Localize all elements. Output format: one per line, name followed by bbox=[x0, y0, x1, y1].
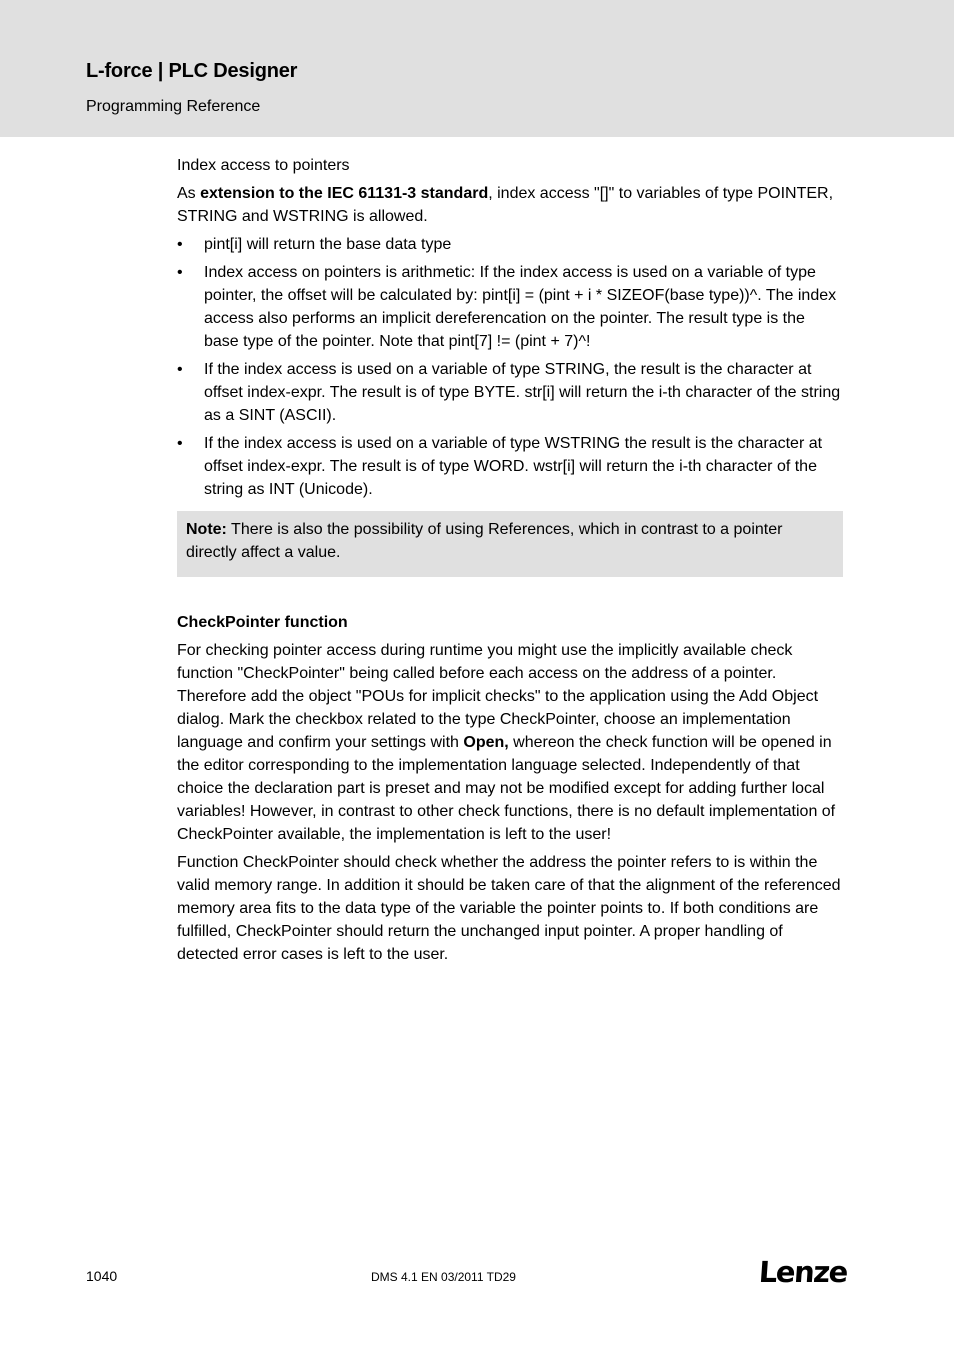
intro-paragraph bbox=[177, 182, 843, 228]
section-heading-index-access: Index access to pointers bbox=[177, 157, 350, 174]
list-item-text: Index access on pointers is arithmetic: If the index access is used on a variable of type pointer, the offset will be calculated by: pint[i] = (pint + i * SIZEOF(base type))^. The index access also performs an implicit dereferencation on the pointer. The result type is the base type of the pointer. Note that pint[7] != (pint + 7)^! bbox=[204, 264, 837, 350]
lenze-logo: Lenze bbox=[757, 1255, 849, 1289]
para1-suffix: whereon the check function will be opened in the editor corresponding to the implementation language selected. Independently of that choice the declaration part is preset and may not be modified except for adding further local variables! However, in contrast to other check functions, there is no default implementation of CheckPointer available, the implementation is left to the user! bbox=[177, 734, 836, 843]
list-item-text: pint[i] will return the base data type bbox=[204, 236, 452, 253]
note-box bbox=[177, 511, 843, 577]
bullet-icon: • bbox=[177, 435, 183, 452]
section-heading-checkpointer: CheckPointer function bbox=[177, 614, 348, 631]
page-number: 1040 bbox=[86, 1268, 118, 1284]
checkpointer-paragraph-1 bbox=[177, 639, 843, 846]
list-item bbox=[177, 261, 843, 353]
list-item bbox=[177, 358, 843, 427]
page-header bbox=[0, 0, 954, 137]
intro-bold: extension to the IEC 61131-3 standard bbox=[200, 185, 489, 202]
note-text: There is also the possibility of using References, which in contrast to a pointer directly affect a value. bbox=[186, 521, 783, 561]
page-content bbox=[177, 154, 843, 971]
list-item bbox=[177, 233, 843, 256]
document-title: L-force | PLC Designer bbox=[86, 60, 298, 82]
note-label: Note: bbox=[186, 521, 227, 538]
document-id: DMS 4.1 EN 03/2011 TD29 bbox=[371, 1270, 516, 1284]
bullet-icon: • bbox=[177, 361, 183, 378]
list-item-text: If the index access is used on a variable of type WSTRING the result is the character at offset index-expr. The result is of type WORD. wstr[i] will return the i-th character of the string as INT (Unicode). bbox=[204, 435, 823, 498]
list-item-text: If the index access is used on a variable of type STRING, the result is the character at offset index-expr. The result is of type BYTE. str[i] will return the i-th character of the string as a SINT (ASCII). bbox=[204, 361, 841, 424]
document-subtitle: Programming Reference bbox=[86, 98, 261, 115]
intro-suffix: , index access "[]" to variables of type POINTER, STRING and WSTRING is allowed. bbox=[177, 185, 834, 225]
bullet-icon: • bbox=[177, 236, 183, 253]
bullet-list bbox=[177, 233, 843, 501]
para1-bold: Open, bbox=[463, 734, 509, 751]
bullet-icon: • bbox=[177, 264, 183, 281]
list-item bbox=[177, 432, 843, 501]
para1-prefix: For checking pointer access during runtime you might use the implicitly available check function "CheckPointer" being called before each access on the address of a pointer. Therefore add the object "POUs for implicit checks" to the application using the Add Object dialog. Mark the checkbox related to the type CheckPointer, choose an implementation language and confirm your settings with bbox=[177, 642, 819, 751]
checkpointer-paragraph-2: Function CheckPointer should check whether the address the pointer refers to is within the valid memory range. In addition it should be taken care of that the alignment of the referenced memory area fits to the data type of the variable the pointer points to. If both conditions are fulfilled, CheckPointer should return the unchanged input pointer. A proper handling of detected error cases is left to the user. bbox=[177, 854, 841, 963]
intro-prefix: As bbox=[177, 185, 201, 202]
